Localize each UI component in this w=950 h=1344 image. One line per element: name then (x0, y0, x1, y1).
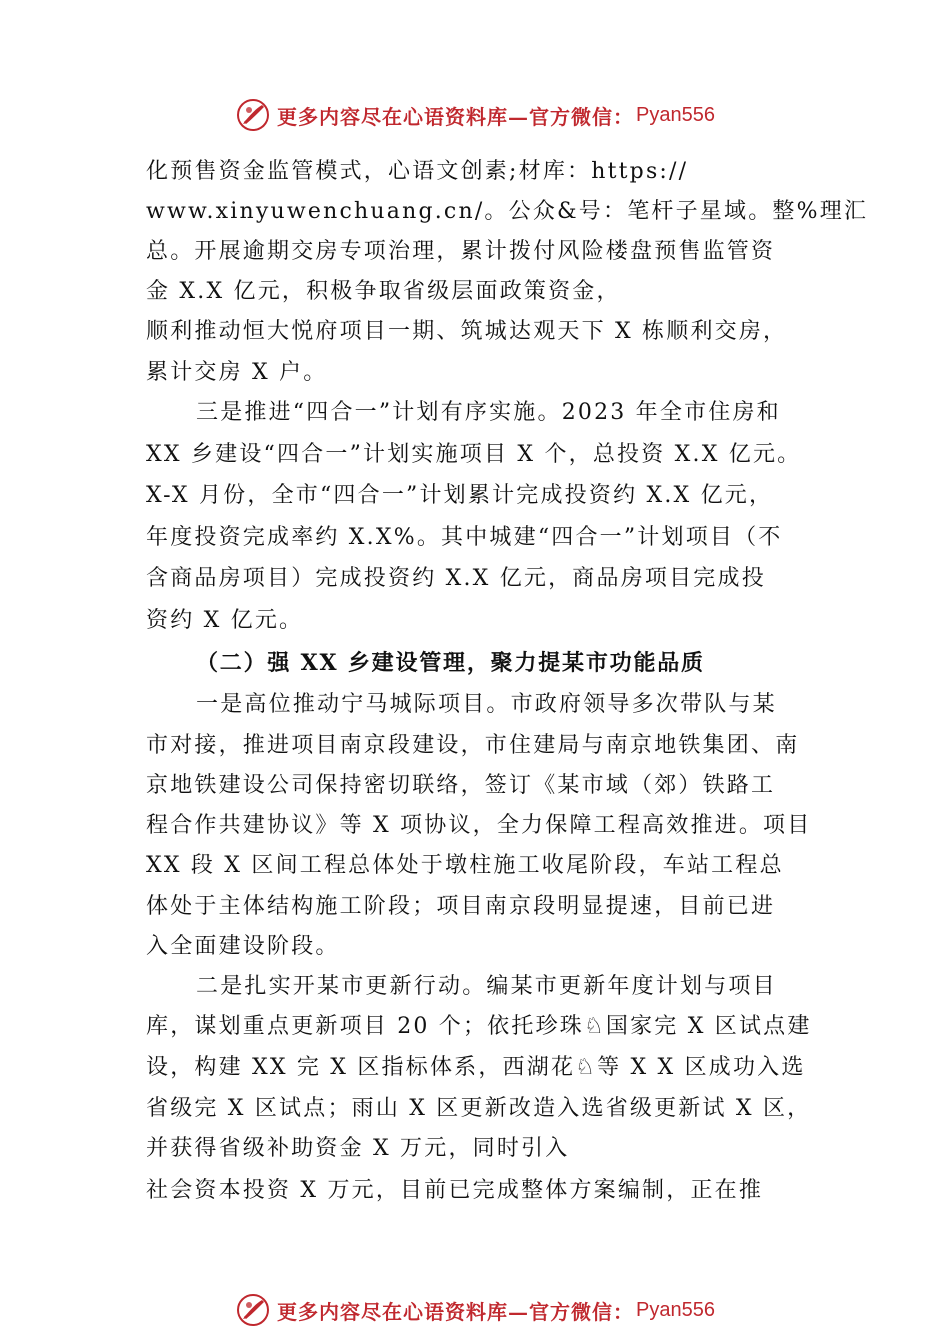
banner-handle: Pyan556 (636, 103, 715, 126)
text-line: X-X 月份，全市“四合一”计划累计完成投资约 X.X 亿元， (146, 483, 774, 508)
bottom-banner (0, 1290, 950, 1330)
text-line: 程合作共建协议》等 X 项协议，全力保障工程高效推进。项目 (146, 813, 812, 838)
text-line: XX 段 X 区间工程总体处于墩柱施工收尾阶段，车站工程总 (146, 853, 784, 878)
writing-hand-icon (235, 97, 271, 133)
text-line: 顺利推动恒大悦府项目一期、筑城达观天下 X 栋顺利交房， (146, 319, 788, 344)
text-line: 社会资本投资 X 万元，目前已完成整体方案编制，正在推 (146, 1178, 764, 1203)
text-line: 年度投资完成率约 X.X%。其中城建“四合一”计划项目（不 (146, 525, 783, 550)
text-line: 京地铁建设公司保持密切联络，签订《某市域（郊）铁路工 (146, 773, 776, 798)
paragraph-start: 三是推进“四合一”计划有序实施。2023 年全市住房和 (196, 400, 781, 425)
text-line: 金 X.X 亿元，积极争取省级层面政策资金， (146, 279, 621, 304)
text-line: 库，谋划重点更新项目 20 个；依托珍珠♘国家完 X 区试点建 (146, 1014, 812, 1039)
text-line: 总。开展逾期交房专项治理，累计拨付风险楼盘预售监管资 (146, 239, 776, 264)
text-line: 设，构建 XX 完 X 区指标体系，西湖花♘等 X X 区成功入选 (146, 1055, 806, 1080)
text-line: XX 乡建设“四合一”计划实施项目 X 个，总投资 X.X 亿元。 (146, 442, 802, 467)
banner-handle: Pyan556 (636, 1298, 715, 1321)
text-line: 体处于主体结构施工阶段；项目南京段明显提速，目前已进 (146, 894, 776, 919)
paragraph-start: 一是高位推动宁马城际项目。市政府领导多次带队与某 (196, 692, 777, 717)
top-banner (0, 95, 950, 135)
paragraph-start: 二是扎实开某市更新行动。编某市更新年度计划与项目 (196, 974, 777, 999)
writing-hand-icon (235, 1292, 271, 1328)
text-line: www.xinyuwenchuang.cn/。公众&号：笔杆子星域。整%理汇 (146, 199, 869, 224)
text-line: 省级完 X 区试点；雨山 X 区更新改造入选省级更新试 X 区， (146, 1096, 812, 1121)
text-line: 资约 X 亿元。 (146, 608, 304, 633)
text-line: 市对接，推进项目南京段建设，市住建局与南京地铁集团、南 (146, 733, 800, 758)
text-line: 含商品房项目）完成投资约 X.X 亿元，商品房项目完成投 (146, 566, 766, 591)
text-line: 并获得省级补助资金 X 万元，同时引入 (146, 1136, 570, 1161)
section-heading: （二）强 XX 乡建设管理，聚力提某市功能品质 (196, 650, 705, 676)
banner-text: 更多内容尽在心语资料库—官方微信： (277, 1299, 635, 1324)
text-line: 化预售资金监管模式，心语文创素;材库：https:// (146, 159, 689, 184)
text-line: 入全面建设阶段。 (146, 934, 340, 959)
text-line: 累计交房 X 户。 (146, 360, 328, 385)
banner-text: 更多内容尽在心语资料库—官方微信： (277, 104, 635, 129)
